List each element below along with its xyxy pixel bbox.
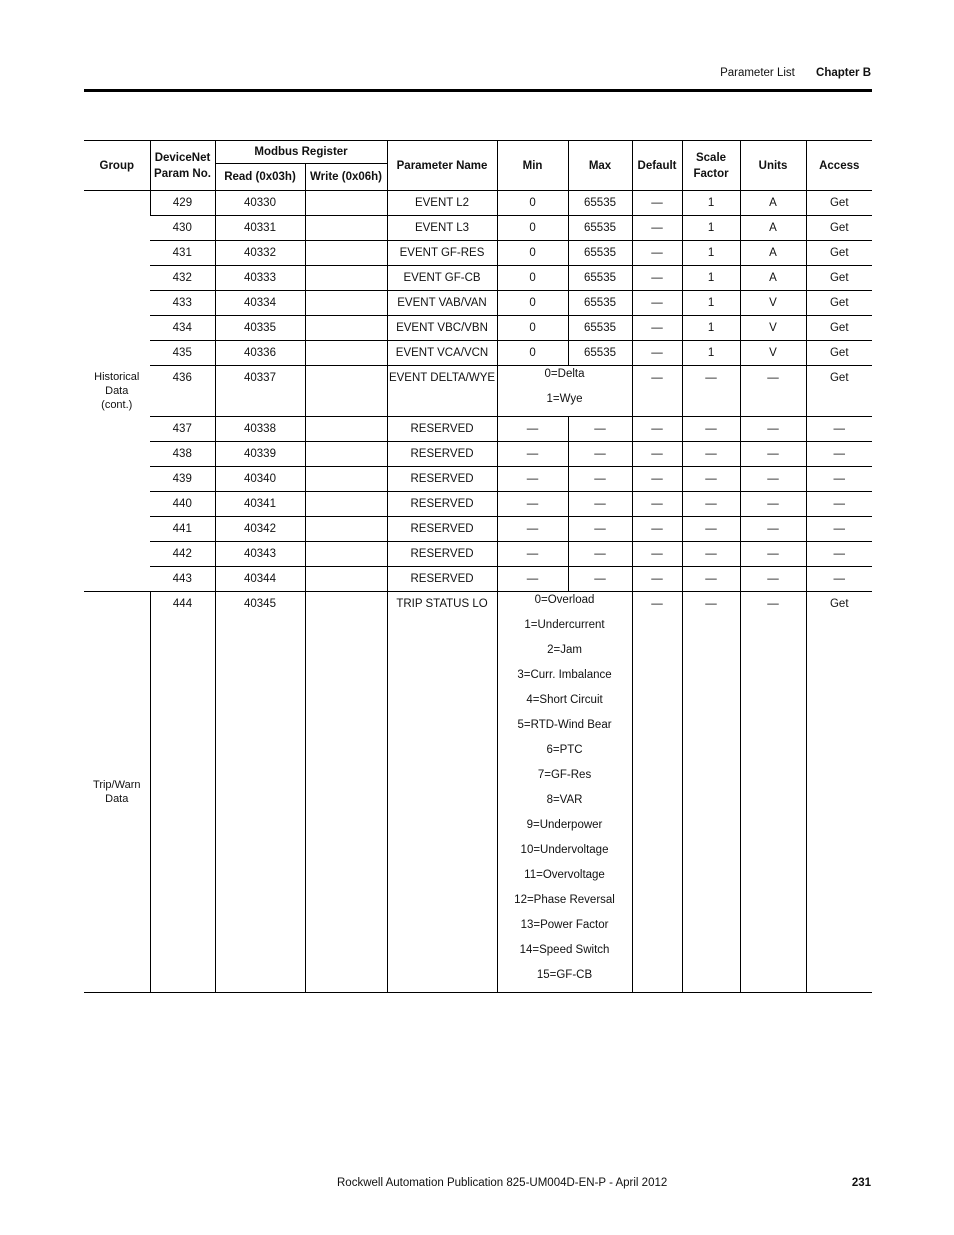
modbus-write <box>305 442 387 467</box>
parameter-name: EVENT VAB/VAN <box>387 291 497 316</box>
devicenet-param: 432 <box>150 266 215 291</box>
value-options <box>497 366 632 417</box>
devicenet-param: 433 <box>150 291 215 316</box>
min-value: — <box>497 417 568 442</box>
col-modbus: Modbus Register <box>215 141 387 164</box>
modbus-write <box>305 542 387 567</box>
col-write: Write (0x06h) <box>305 164 387 191</box>
value-option: 1=Undercurrent <box>524 619 605 631</box>
scale-factor: — <box>682 467 740 492</box>
modbus-write <box>305 567 387 592</box>
access-value: — <box>806 517 872 542</box>
table-row <box>84 291 872 316</box>
value-option: 5=RTD-Wind Bear <box>517 719 612 731</box>
modbus-read: 40344 <box>215 567 305 592</box>
units-value: — <box>740 517 806 542</box>
max-value: — <box>568 492 632 517</box>
value-option: 11=Overvoltage <box>524 869 605 881</box>
parameter-name: EVENT VBC/VBN <box>387 316 497 341</box>
table-row <box>84 266 872 291</box>
table-row <box>84 467 872 492</box>
modbus-write <box>305 417 387 442</box>
parameter-name: RESERVED <box>387 542 497 567</box>
parameter-table <box>84 140 872 993</box>
table-row <box>84 316 872 341</box>
group-label-line: Data <box>105 385 129 397</box>
units-value: A <box>740 241 806 266</box>
publication-footer: Rockwell Automation Publication 825-UM004D-EN-P - April 2012 <box>337 1177 668 1189</box>
modbus-read: 40342 <box>215 517 305 542</box>
group-label-line: Data <box>105 793 129 805</box>
units-value: V <box>740 341 806 366</box>
col-access: Access <box>806 141 872 191</box>
units-value: A <box>740 216 806 241</box>
col-scale-line2: Factor <box>693 167 729 180</box>
value-option: 6=PTC <box>546 744 583 756</box>
default-value: — <box>632 266 682 291</box>
parameter-name: EVENT L3 <box>387 216 497 241</box>
modbus-read: 40339 <box>215 442 305 467</box>
running-header <box>720 67 871 79</box>
scale-factor: — <box>682 517 740 542</box>
modbus-write <box>305 492 387 517</box>
modbus-write <box>305 592 387 993</box>
max-value: 65535 <box>568 191 632 216</box>
max-value: — <box>568 567 632 592</box>
value-options <box>497 592 632 993</box>
value-option: 3=Curr. Imbalance <box>517 669 612 681</box>
table-row <box>84 492 872 517</box>
access-value: Get <box>806 316 872 341</box>
col-max: Max <box>568 141 632 191</box>
default-value: — <box>632 316 682 341</box>
value-option: 2=Jam <box>547 644 582 656</box>
max-value: — <box>568 517 632 542</box>
access-value: Get <box>806 291 872 316</box>
devicenet-param: 443 <box>150 567 215 592</box>
min-value: — <box>497 517 568 542</box>
max-value: — <box>568 442 632 467</box>
default-value: — <box>632 517 682 542</box>
scale-factor: — <box>682 366 740 417</box>
modbus-read: 40343 <box>215 542 305 567</box>
devicenet-param: 430 <box>150 216 215 241</box>
devicenet-param: 437 <box>150 417 215 442</box>
devicenet-param: 429 <box>150 191 215 216</box>
parameter-name: EVENT VCA/VCN <box>387 341 497 366</box>
group-cell-historical <box>84 191 150 592</box>
modbus-write <box>305 341 387 366</box>
group-label-line: Historical <box>94 371 140 383</box>
scale-factor: — <box>682 442 740 467</box>
units-value: — <box>740 492 806 517</box>
access-value: — <box>806 567 872 592</box>
col-devicenet-line2: Param No. <box>154 167 211 180</box>
default-value: — <box>632 417 682 442</box>
devicenet-param: 434 <box>150 316 215 341</box>
parameter-name: TRIP STATUS LO <box>387 592 497 993</box>
value-option: 4=Short Circuit <box>526 694 603 706</box>
default-value: — <box>632 442 682 467</box>
table-row <box>84 216 872 241</box>
access-value: Get <box>806 241 872 266</box>
parameter-name: RESERVED <box>387 442 497 467</box>
parameter-name: RESERVED <box>387 467 497 492</box>
col-devicenet-line1: DeviceNet <box>154 151 211 164</box>
max-value: 65535 <box>568 316 632 341</box>
value-option: 0=Overload <box>534 594 595 606</box>
table-row <box>84 567 872 592</box>
table-row <box>84 592 872 993</box>
modbus-read: 40336 <box>215 341 305 366</box>
header-rule <box>84 89 872 92</box>
devicenet-param: 442 <box>150 542 215 567</box>
group-label-line: Trip/Warn <box>93 779 141 791</box>
scale-factor: 1 <box>682 241 740 266</box>
value-option: 14=Speed Switch <box>519 944 610 956</box>
units-value: V <box>740 291 806 316</box>
default-value: — <box>632 542 682 567</box>
modbus-read: 40334 <box>215 291 305 316</box>
col-scale-line1: Scale <box>695 151 727 164</box>
max-value: — <box>568 467 632 492</box>
parameter-name: EVENT L2 <box>387 191 497 216</box>
modbus-read: 40340 <box>215 467 305 492</box>
section-title: Parameter List <box>720 67 795 79</box>
parameter-name: RESERVED <box>387 517 497 542</box>
col-devicenet <box>150 141 215 191</box>
default-value: — <box>632 592 682 993</box>
min-value: — <box>497 567 568 592</box>
scale-factor: — <box>682 417 740 442</box>
group-cell-tripwarn <box>84 592 150 993</box>
default-value: — <box>632 567 682 592</box>
table-row <box>84 517 872 542</box>
value-option: 10=Undervoltage <box>520 844 609 856</box>
modbus-read: 40332 <box>215 241 305 266</box>
default-value: — <box>632 366 682 417</box>
units-value: V <box>740 316 806 341</box>
units-value: — <box>740 592 806 993</box>
modbus-read: 40345 <box>215 592 305 993</box>
scale-factor: 1 <box>682 341 740 366</box>
value-option: 1=Wye <box>546 393 583 405</box>
scale-factor: 1 <box>682 316 740 341</box>
col-read: Read (0x03h) <box>215 164 305 191</box>
modbus-read: 40331 <box>215 216 305 241</box>
default-value: — <box>632 341 682 366</box>
modbus-read: 40338 <box>215 417 305 442</box>
max-value: 65535 <box>568 341 632 366</box>
min-value: 0 <box>497 266 568 291</box>
min-value: 0 <box>497 241 568 266</box>
modbus-read: 40337 <box>215 366 305 417</box>
scale-factor: 1 <box>682 291 740 316</box>
min-value: — <box>497 492 568 517</box>
modbus-write <box>305 216 387 241</box>
access-value: Get <box>806 341 872 366</box>
parameter-name: RESERVED <box>387 492 497 517</box>
min-value: 0 <box>497 191 568 216</box>
modbus-read: 40333 <box>215 266 305 291</box>
default-value: — <box>632 191 682 216</box>
max-value: 65535 <box>568 291 632 316</box>
min-value: 0 <box>497 291 568 316</box>
col-default: Default <box>632 141 682 191</box>
table-row <box>84 442 872 467</box>
value-option: 7=GF-Res <box>537 769 592 781</box>
modbus-write <box>305 241 387 266</box>
access-value: Get <box>806 592 872 993</box>
access-value: Get <box>806 366 872 417</box>
devicenet-param: 438 <box>150 442 215 467</box>
units-value: A <box>740 191 806 216</box>
max-value: — <box>568 542 632 567</box>
devicenet-param: 439 <box>150 467 215 492</box>
value-option: 8=VAR <box>546 794 583 806</box>
devicenet-param: 436 <box>150 366 215 417</box>
chapter-label: Chapter B <box>816 67 871 79</box>
parameter-name: EVENT DELTA/WYE <box>387 366 497 417</box>
max-value: 65535 <box>568 241 632 266</box>
devicenet-param: 440 <box>150 492 215 517</box>
value-option: 13=Power Factor <box>520 919 609 931</box>
modbus-write <box>305 517 387 542</box>
parameter-name: RESERVED <box>387 567 497 592</box>
modbus-write <box>305 316 387 341</box>
max-value: 65535 <box>568 216 632 241</box>
value-option: 0=Delta <box>544 368 585 380</box>
min-value: 0 <box>497 316 568 341</box>
table-row <box>84 542 872 567</box>
scale-factor: — <box>682 492 740 517</box>
col-min: Min <box>497 141 568 191</box>
units-value: A <box>740 266 806 291</box>
access-value: Get <box>806 266 872 291</box>
col-scale <box>682 141 740 191</box>
table-row <box>84 341 872 366</box>
scale-factor: 1 <box>682 191 740 216</box>
table-body <box>84 191 872 993</box>
access-value: — <box>806 492 872 517</box>
col-group: Group <box>84 141 150 191</box>
modbus-read: 40341 <box>215 492 305 517</box>
default-value: — <box>632 291 682 316</box>
units-value: — <box>740 567 806 592</box>
units-value: — <box>740 542 806 567</box>
modbus-read: 40335 <box>215 316 305 341</box>
scale-factor: 1 <box>682 216 740 241</box>
access-value: — <box>806 442 872 467</box>
units-value: — <box>740 417 806 442</box>
units-value: — <box>740 442 806 467</box>
table-header <box>84 141 872 191</box>
min-value: 0 <box>497 341 568 366</box>
default-value: — <box>632 467 682 492</box>
table-row <box>84 241 872 266</box>
devicenet-param: 444 <box>150 592 215 993</box>
scale-factor: 1 <box>682 266 740 291</box>
modbus-write <box>305 191 387 216</box>
value-option: 12=Phase Reversal <box>514 894 615 906</box>
access-value: Get <box>806 191 872 216</box>
access-value: Get <box>806 216 872 241</box>
col-units: Units <box>740 141 806 191</box>
default-value: — <box>632 216 682 241</box>
devicenet-param: 435 <box>150 341 215 366</box>
units-value: — <box>740 467 806 492</box>
parameter-name: EVENT GF-RES <box>387 241 497 266</box>
devicenet-param: 441 <box>150 517 215 542</box>
modbus-write <box>305 467 387 492</box>
value-option: 9=Underpower <box>526 819 603 831</box>
group-label-line: (cont.) <box>101 399 133 411</box>
min-value: — <box>497 442 568 467</box>
access-value: — <box>806 417 872 442</box>
scale-factor: — <box>682 542 740 567</box>
page-number: 231 <box>851 1177 871 1189</box>
scale-factor: — <box>682 592 740 993</box>
access-value: — <box>806 467 872 492</box>
table-row <box>84 191 872 216</box>
units-value: — <box>740 366 806 417</box>
parameter-name: RESERVED <box>387 417 497 442</box>
min-value: — <box>497 467 568 492</box>
parameter-name: EVENT GF-CB <box>387 266 497 291</box>
min-value: 0 <box>497 216 568 241</box>
col-param-name: Parameter Name <box>387 141 497 191</box>
table-row <box>84 417 872 442</box>
modbus-write <box>305 266 387 291</box>
devicenet-param: 431 <box>150 241 215 266</box>
min-value: — <box>497 542 568 567</box>
default-value: — <box>632 492 682 517</box>
default-value: — <box>632 241 682 266</box>
table-row <box>84 366 872 417</box>
modbus-write <box>305 291 387 316</box>
max-value: — <box>568 417 632 442</box>
max-value: 65535 <box>568 266 632 291</box>
value-option: 15=GF-CB <box>536 969 593 981</box>
access-value: — <box>806 542 872 567</box>
modbus-write <box>305 366 387 417</box>
scale-factor: — <box>682 567 740 592</box>
modbus-read: 40330 <box>215 191 305 216</box>
